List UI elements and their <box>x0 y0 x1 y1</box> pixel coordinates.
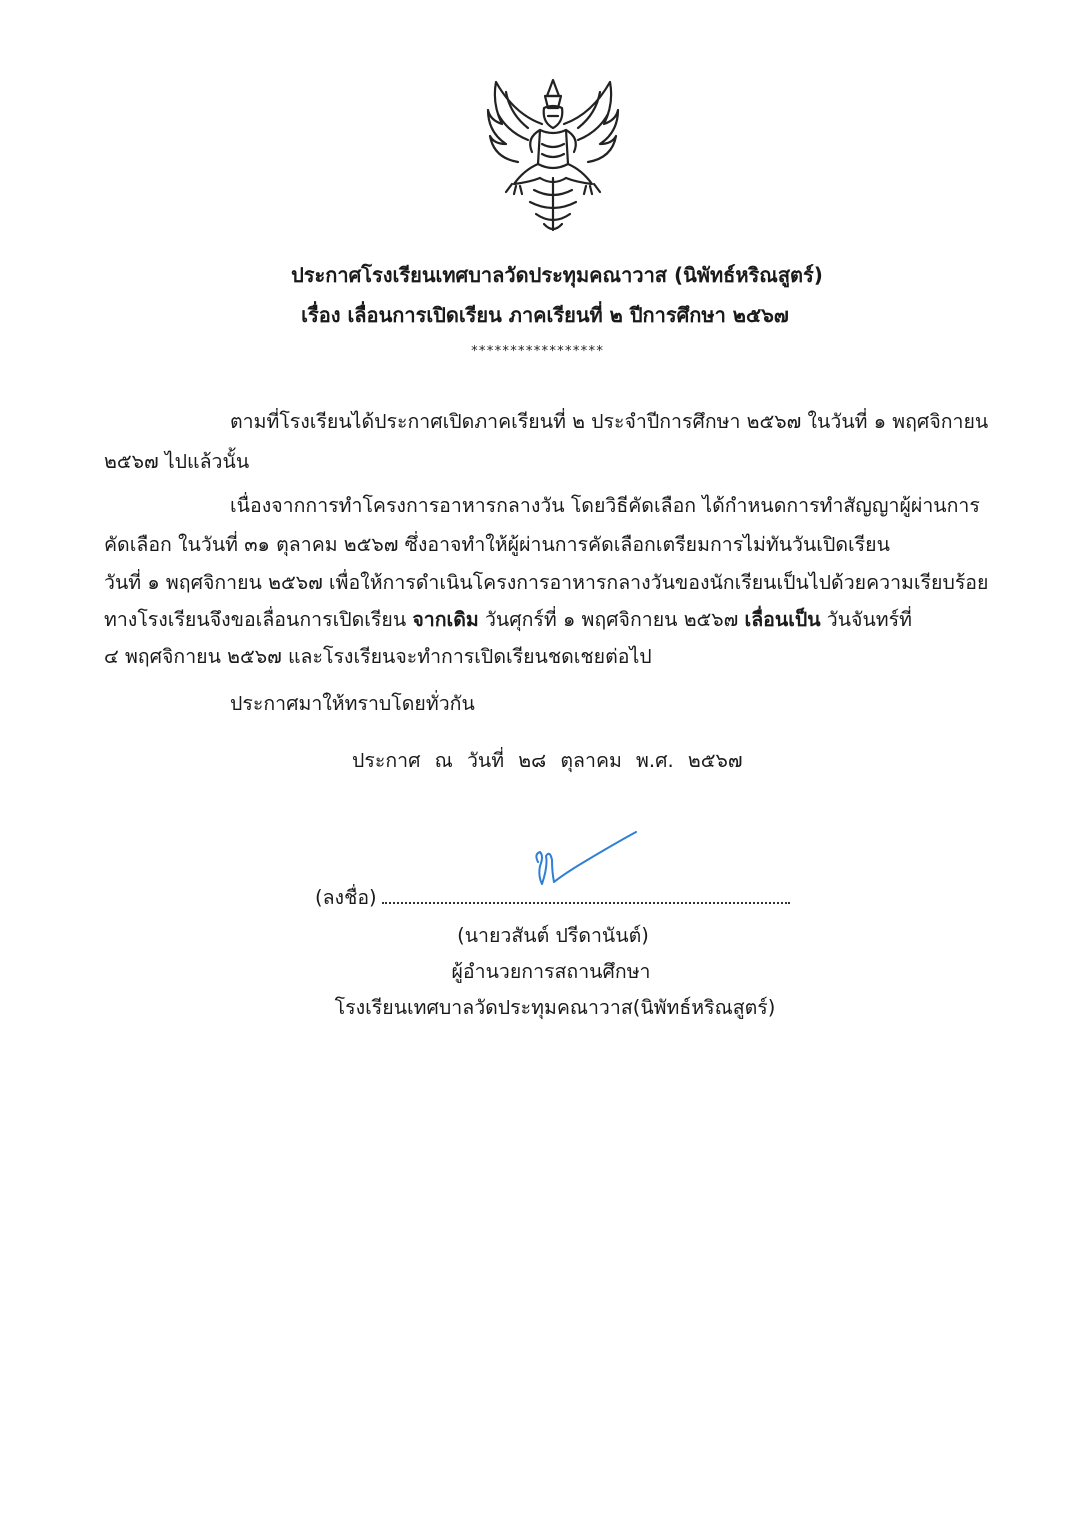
announcement-date: ประกาศ ณ วันที่ ๒๘ ตุลาคม พ.ศ. ๒๕๖๗ <box>352 749 743 772</box>
separator-asterisks: ***************** <box>470 344 604 359</box>
paragraph-2-line-2: คัดเลือก ในวันที่ ๓๑ ตุลาคม ๒๕๖๗ ซึ่งอาจทำให้ผู้ผ่านการคัดเลือกเตรียมการไม่ทันวันเปิดเรียน <box>104 533 890 556</box>
signer-organization: โรงเรียนเทศบาลวัดประทุมคณาวาส(นิพัทธ์หริณสูตร์) <box>334 996 776 1019</box>
paragraph-2-line-4 <box>104 606 912 634</box>
announcement-title: ประกาศโรงเรียนเทศบาลวัดประทุมคณาวาส (นิพัทธ์หริณสูตร์) <box>291 263 823 287</box>
signer-position: ผู้อำนวยการสถานศึกษา <box>451 960 651 983</box>
paragraph-1-line-2: ๒๕๖๗ ไปแล้วนั้น <box>104 450 250 473</box>
paragraph-2-line-1: เนื่องจากการทำโครงการอาหารกลางวัน โดยวิธีคัดเลือก ได้กำหนดการทำสัญญาผู้ผ่านการ <box>230 494 980 517</box>
text-segment: ทางโรงเรียนจึงขอเลื่อนการเปิดเรียน <box>104 608 413 631</box>
signer-name: (นายวสันต์ ปรีดานันต์) <box>457 924 649 947</box>
emphasis-from-original: จากเดิม <box>412 608 479 631</box>
paragraph-2-line-3: วันที่ ๑ พฤศจิกายน ๒๕๖๗ เพื่อให้การดำเนินโครงการอาหารกลางวันของนักเรียนเป็นไปด้วยความเรียบร้อย <box>104 571 989 594</box>
text-segment: วันจันทร์ที่ <box>820 608 912 631</box>
text-segment: วันศุกร์ที่ ๑ พฤศจิกายน ๒๕๖๗ <box>478 608 745 631</box>
garuda-emblem-icon <box>484 74 622 238</box>
signature-label: (ลงชื่อ) <box>315 886 377 909</box>
emphasis-postponed-to: เลื่อนเป็น <box>744 608 821 631</box>
paragraph-1-line-1: ตามที่โรงเรียนได้ประกาศเปิดภาคเรียนที่ ๒ ประจำปีการศึกษา ๒๕๖๗ ในวันที่ ๑ พฤศจิกายน <box>230 410 989 433</box>
handwritten-signature <box>524 826 644 896</box>
paragraph-3: ประกาศมาให้ทราบโดยทั่วกัน <box>230 692 475 715</box>
announcement-subject: เรื่อง เลื่อนการเปิดเรียน ภาคเรียนที่ ๒ ปีการศึกษา ๒๕๖๗ <box>301 303 789 327</box>
paragraph-2-line-5: ๔ พฤศจิกายน ๒๕๖๗ และโรงเรียนจะทำการเปิดเรียนชดเชยต่อไป <box>104 645 652 668</box>
